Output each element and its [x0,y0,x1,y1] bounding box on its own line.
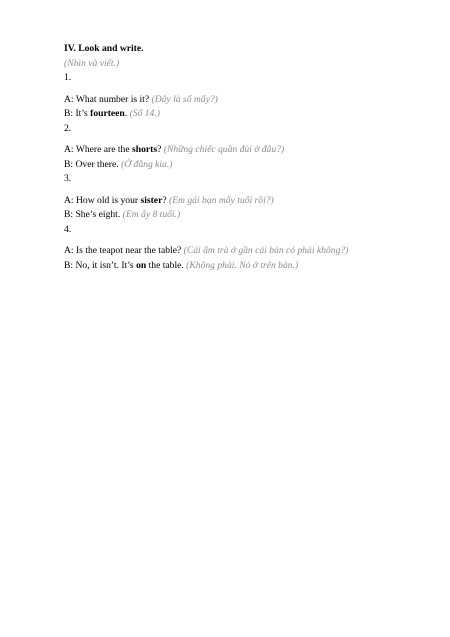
exercise-subtitle: (Nhìn và viết.) [64,57,120,69]
answer-suffix: the table. [146,259,184,271]
answer-translation: (Không phải. Nó ở trên bàn.) [186,259,299,271]
answer-text: B: She’s eight. [64,209,121,220]
question-suffix: ? [157,144,162,155]
question-text: A: What number is it? [64,93,150,105]
item-number: 1. [64,72,72,83]
question-keyword: shorts [132,144,158,155]
question-line [64,143,424,158]
question-translation: (Cái ấm trà ở gần cái bàn có phải không?) [183,245,349,256]
question-line [64,194,424,209]
answer-line [64,158,424,173]
question-keyword: sister [140,194,163,206]
question-line [64,244,424,259]
question-line [64,93,424,108]
answer-translation: (Em ấy 8 tuổi.) [122,209,181,220]
exercise-title: IV. Look and write. [64,43,144,54]
answer-text: B: Over there. [64,158,119,170]
answer-text: B: No, it isn’t. It’s [64,259,137,271]
answer-line [64,208,424,223]
item-number: 3. [64,173,72,184]
answer-line [64,107,424,122]
answer-translation: (Số 14.) [129,108,160,119]
question-translation: (Em gái bạn mấy tuổi rồi?) [169,194,274,206]
question-text: A: How old is your [64,194,141,206]
answer-suffix: . [124,108,128,119]
item-number: 4. [64,223,72,235]
worksheet-page [64,42,424,273]
question-translation: (Đây là số mấy?) [151,93,218,105]
answer-text: B: It’s [64,108,91,119]
question-translation: (Những chiếc quần đùi ở đâu?) [163,144,285,155]
question-text: A: Where are the [64,144,133,155]
item-number: 2. [64,122,72,134]
question-text: A: Is the teapot near the table? [64,245,182,256]
answer-line [64,259,424,274]
question-suffix: ? [162,194,167,206]
answer-keyword: on [136,259,147,271]
answer-translation: (Ở đằng kia.) [121,158,173,170]
answer-keyword: fourteen [90,108,125,119]
